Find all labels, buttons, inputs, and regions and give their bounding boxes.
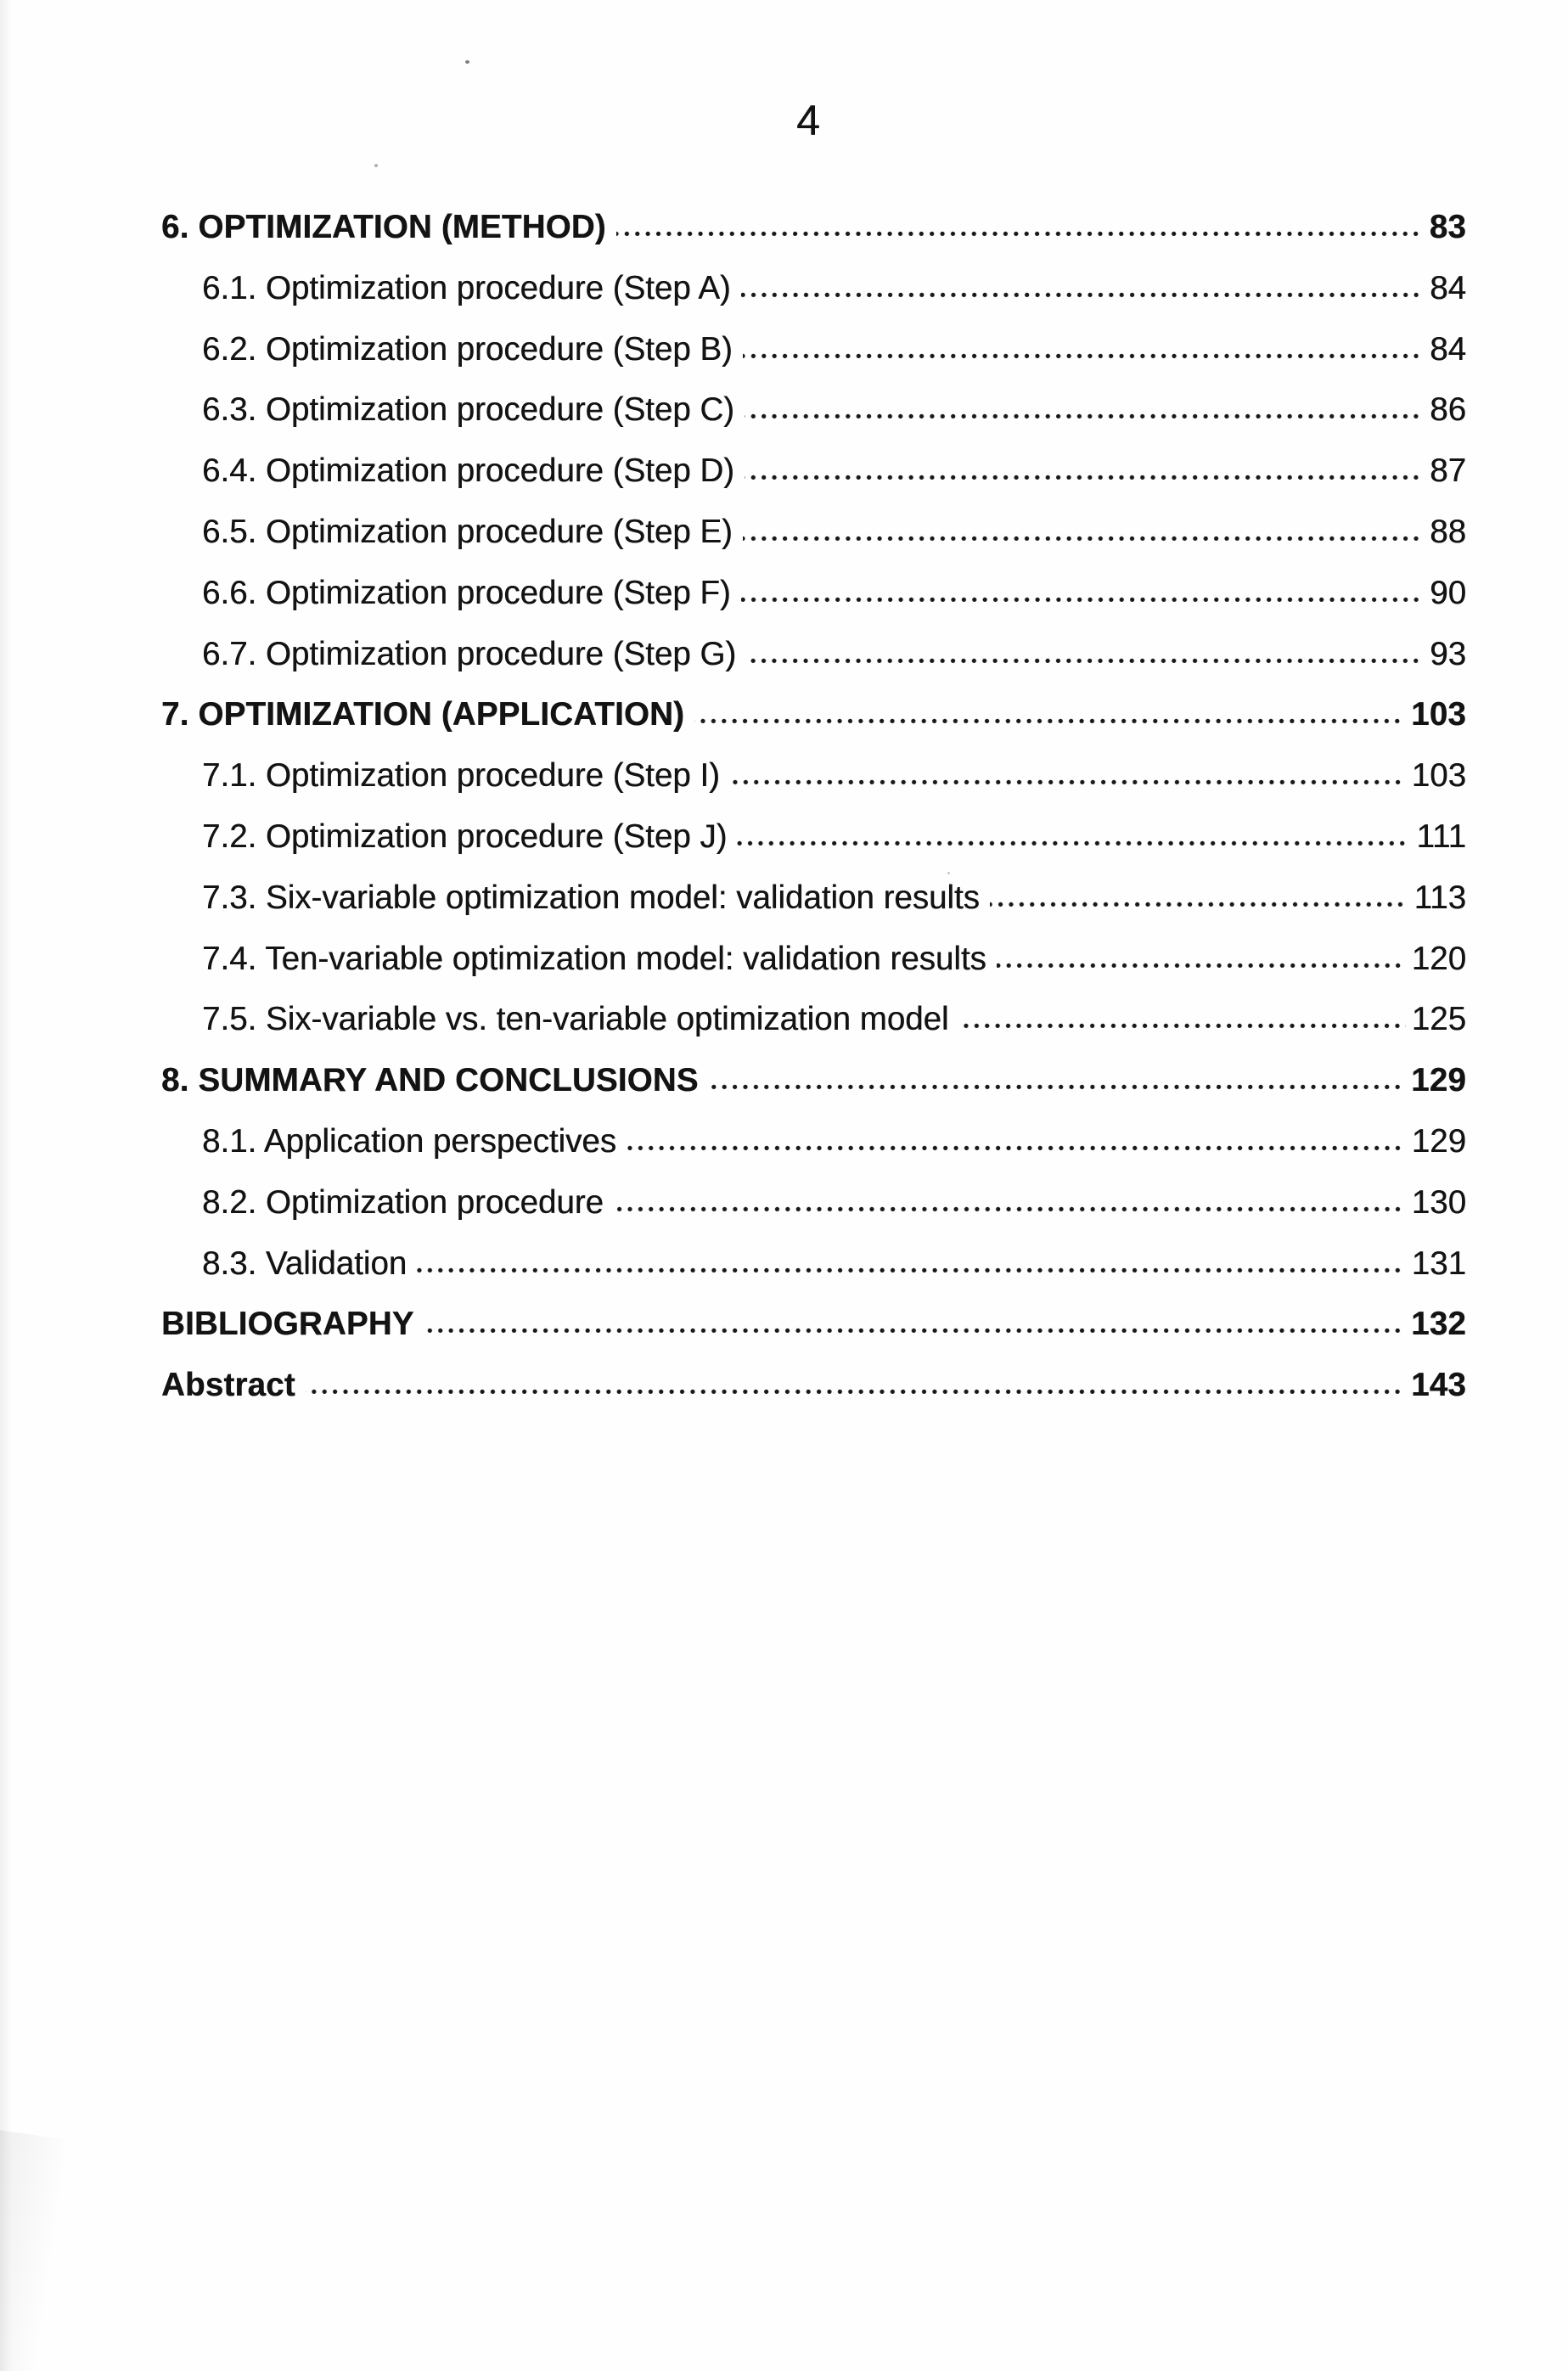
toc-entry-label: 6.5. Optimization procedure (Step E) [202,513,733,550]
dot-leader [958,1022,1405,1030]
toc-entry-page: 132 [1411,1306,1466,1343]
toc-entry [161,514,1466,575]
toc-entry [161,575,1466,636]
dot-leader [741,291,1424,299]
toc-entry-label: 7.2. Optimization procedure (Step J) [202,817,728,855]
dot-leader [743,352,1424,360]
toc-entry-label: 6.7. Optimization procedure (Step G) [202,635,737,672]
toc-entry [161,391,1466,452]
toc-entry-label: 6.3. Optimization procedure (Step C) [202,391,734,429]
toc-entry [161,879,1466,941]
dot-leader [746,657,1424,665]
dot-leader [417,1267,1406,1274]
dot-leader [616,230,1424,238]
toc-entry-label: 7.1. Optimization procedure (Step I) [202,757,720,795]
dot-leader [694,717,1405,725]
dot-leader [990,901,1408,908]
toc-entry [161,1367,1466,1428]
toc-entry-label: Abstract [161,1367,295,1404]
toc-entry-page: 143 [1411,1367,1466,1404]
toc-entry-label: 6.6. Optimization procedure (Step F) [202,574,731,611]
toc-entry-label: 7.5. Six-variable vs. ten-variable optimization model [202,1001,949,1038]
dot-leader [306,1388,1405,1396]
toc-entry [161,270,1466,331]
toc-entry [161,757,1466,818]
toc-entry-page: 129 [1411,1122,1466,1160]
dot-leader [743,535,1424,542]
toc-entry [161,1001,1466,1062]
scan-speck [374,164,378,167]
toc-entry-page: 131 [1411,1244,1466,1282]
toc-entry-page: 88 [1430,513,1466,550]
toc-entry-label: 6.4. Optimization procedure (Step D) [202,452,734,490]
toc-entry [161,1062,1466,1123]
toc-entry-page: 120 [1411,940,1466,977]
toc-entry-page: 83 [1429,209,1466,245]
toc-entry-page: 130 [1411,1183,1466,1221]
toc-entry-page: 103 [1411,696,1466,733]
toc-entry-page: 84 [1430,269,1466,306]
toc-entry [161,331,1466,392]
toc-entry-label: BIBLIOGRAPHY [161,1306,414,1343]
toc-entry-label: 6.2. Optimization procedure (Step B) [202,330,733,368]
toc-entry [161,209,1466,270]
dot-leader [627,1144,1406,1152]
toc-entry-label: 7.4. Ten-variable optimization model: validation results [202,940,986,977]
dot-leader [709,1083,1406,1091]
toc-entry-page: 86 [1430,391,1466,429]
toc-entry-page: 87 [1430,452,1466,490]
toc-entry-page: 103 [1411,757,1466,795]
toc-entry-page: 111 [1416,817,1466,855]
toc-entry [161,1184,1466,1245]
scan-speck [465,60,469,64]
toc-entry [161,1123,1466,1184]
dot-leader [745,474,1424,481]
toc-entry-page: 113 [1413,879,1466,916]
dot-leader [745,413,1424,420]
toc-entry-label: 6.1. Optimization procedure (Step A) [202,269,731,306]
toc-entry [161,818,1466,879]
toc-entry-label: 6. OPTIMIZATION (METHOD) [161,209,606,245]
toc-entry [161,636,1466,697]
page-number: 4 [796,97,820,144]
toc-entry [161,696,1466,757]
toc-entry-page: 90 [1430,574,1466,611]
toc-entry [161,452,1466,514]
toc-entry [161,1306,1466,1367]
toc-entry-label: 8.1. Application perspectives [202,1122,616,1160]
toc-entry [161,1245,1466,1306]
dot-leader [741,596,1424,604]
toc-entry-label: 7.3. Six-variable optimization model: validation results [202,879,980,916]
toc-entry-page: 93 [1430,635,1466,672]
toc-entry-page: 125 [1411,1001,1466,1038]
dot-leader [424,1327,1406,1334]
toc-entry-label: 8. SUMMARY AND CONCLUSIONS [161,1062,699,1099]
scan-edge-shading [0,0,12,2371]
dot-leader [997,962,1406,969]
dot-leader [737,840,1410,847]
toc-entry-label: 7. OPTIMIZATION (APPLICATION) [161,696,685,733]
dot-leader [730,778,1406,786]
toc-entry-label: 8.3. Validation [202,1244,407,1282]
toc-entry-page: 129 [1411,1062,1466,1099]
toc-entry-label: 8.2. Optimization procedure [202,1183,604,1221]
table-of-contents [161,209,1466,1428]
scan-corner-smudge [0,2129,70,2371]
toc-entry-page: 84 [1430,330,1466,368]
toc-entry [161,941,1466,1002]
dot-leader [614,1205,1406,1213]
